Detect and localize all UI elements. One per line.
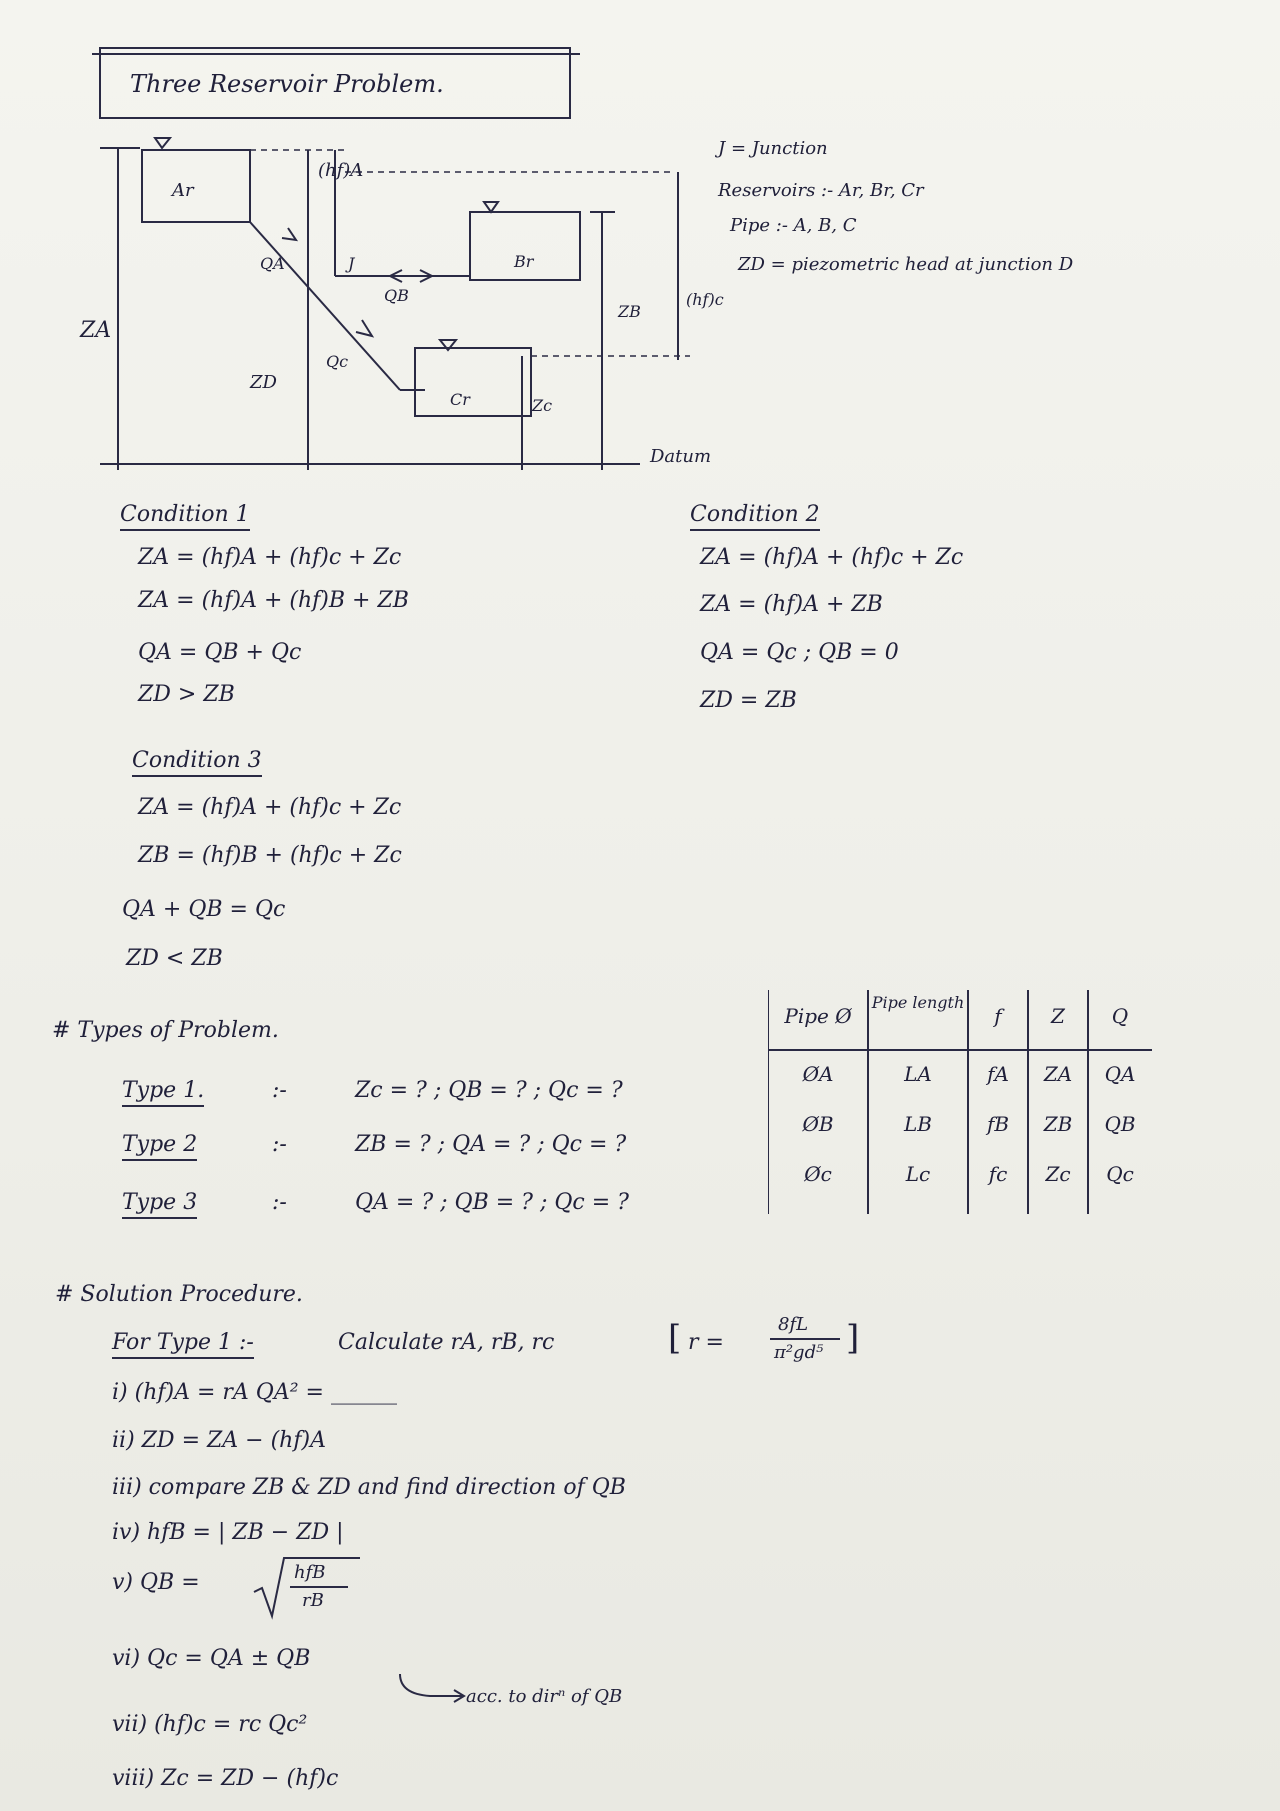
label-qc: Qc [326,352,349,371]
type2-sep: :- [272,1132,287,1157]
r-formula-bracket-close: ] [846,1318,860,1358]
table-header-pipe-length: Pipe length [871,993,965,1012]
sqrt-denominator: rB [302,1590,324,1611]
solution-step-1: i) (hf)A = rA QA² = ______ [112,1380,397,1405]
label-zd: ZD [250,372,277,393]
solution-step-7: vii) (hf)c = rc Qc² [112,1712,308,1737]
type2-name: Type 2 [122,1132,197,1161]
label-reservoir-c: Cr [450,390,470,409]
type1-sep: :- [272,1078,287,1103]
condition1-eq4: ZD > ZB [138,682,235,707]
condition1-eq3: QA = QB + Qc [138,640,302,665]
table-header-z: Z [1051,1004,1065,1028]
legend-zd: ZD = piezometric head at junction D [738,254,1074,275]
table-cell: ZA [1043,1062,1073,1086]
label-za: ZA [80,318,112,343]
condition1-heading: Condition 1 [120,502,250,531]
table-cell: LB [904,1112,932,1136]
label-reservoir-b: Br [514,252,534,271]
label-zc-diagram: Zc [532,396,553,415]
table-cell: Lc [905,1162,931,1186]
pipe-a [250,222,400,390]
type1-name: Type 1. [122,1078,204,1107]
type1-desc: Zc = ? ; QB = ? ; Qc = ? [355,1078,623,1103]
legend-reservoirs: Reservoirs :- Ar, Br, Cr [718,180,924,201]
condition2-eq1: ZA = (hf)A + (hf)c + Zc [700,545,964,570]
condition3-eq3: QA + QB = Qc [122,897,286,922]
condition1-eq1: ZA = (hf)A + (hf)c + Zc [138,545,402,570]
table-cell: fA [987,1062,1009,1086]
table-cell: ØA [802,1062,834,1086]
table-header-q: Q [1111,1004,1129,1028]
table-cell: QB [1104,1112,1136,1136]
solution-step-5: v) QB = [112,1570,200,1595]
sqrt-fraction-bar [290,1586,348,1588]
note-arrow [390,1670,470,1710]
pipe-table [768,990,1152,1214]
solution-heading: # Solution Procedure. [55,1282,303,1307]
label-hf-c: (hf)c [686,290,724,309]
types-heading: # Types of Problem. [52,1018,279,1043]
condition2-heading: Condition 2 [690,502,820,531]
label-datum: Datum [650,446,712,467]
r-formula-numerator: 8fL [778,1314,809,1335]
table-cell: Zc [1045,1162,1071,1186]
solution-type1: For Type 1 :- [112,1330,254,1359]
solution-step-2: ii) ZD = ZA − (hf)A [112,1428,326,1453]
reservoir-c [415,348,531,416]
sqrt-numerator: hfB [294,1562,326,1583]
condition3-heading: Condition 3 [132,748,262,777]
solution-step-4: iv) hfB = | ZB − ZD | [112,1520,344,1545]
table-cell: Øc [804,1162,832,1186]
label-hf-a: (hf)A [318,160,364,181]
table-header-f: f [994,1004,1002,1028]
type3-desc: QA = ? ; QB = ? ; Qc = ? [355,1190,629,1215]
r-formula-denominator: π²gd⁵ [774,1342,824,1363]
condition2-eq3: QA = Qc ; QB = 0 [700,640,899,665]
page-title: Three Reservoir Problem. [130,70,444,98]
solution-step-8: viii) Zc = ZD − (hf)c [112,1766,339,1791]
legend-junction: J = Junction [718,138,828,159]
table-cell: ZB [1043,1112,1073,1136]
table-cell: QA [1104,1062,1136,1086]
type2-desc: ZB = ? ; QA = ? ; Qc = ? [355,1132,627,1157]
legend-pipes: Pipe :- A, B, C [730,215,857,236]
solution-step-6: vi) Qc = QA ± QB [112,1646,311,1671]
condition3-eq2: ZB = (hf)B + (hf)c + Zc [138,843,402,868]
label-zb-diagram: ZB [618,302,641,321]
solution-calculate: Calculate rA, rB, rc [338,1330,555,1355]
table-header-pipe-dia: Pipe Ø [784,1004,852,1028]
table-cell: fc [988,1162,1008,1186]
label-qb: QB [384,286,409,305]
table-cell: Qc [1106,1162,1134,1186]
condition3-eq4: ZD < ZB [126,946,223,971]
table-cell: ØB [802,1112,834,1136]
type3-sep: :- [272,1190,287,1215]
r-formula-fraction-bar [770,1338,840,1340]
label-junction: J [348,254,355,273]
condition2-eq4: ZD = ZB [700,688,797,713]
condition1-eq2: ZA = (hf)A + (hf)B + ZB [138,588,409,613]
table-cell: LA [904,1062,932,1086]
condition2-eq2: ZA = (hf)A + ZB [700,592,883,617]
r-formula-bracket-open: [ [668,1318,682,1358]
label-reservoir-a: Ar [172,180,194,201]
table-cell: fB [986,1112,1010,1136]
r-formula-lhs: r = [688,1330,724,1355]
condition3-eq1: ZA = (hf)A + (hf)c + Zc [138,795,402,820]
label-qa: QA [260,254,285,273]
direction-note: acc. to dirⁿ of QB [466,1686,623,1707]
solution-step-3: iii) compare ZB & ZD and find direction of QB [112,1475,626,1500]
reservoir-a [142,150,250,222]
type3-name: Type 3 [122,1190,197,1219]
